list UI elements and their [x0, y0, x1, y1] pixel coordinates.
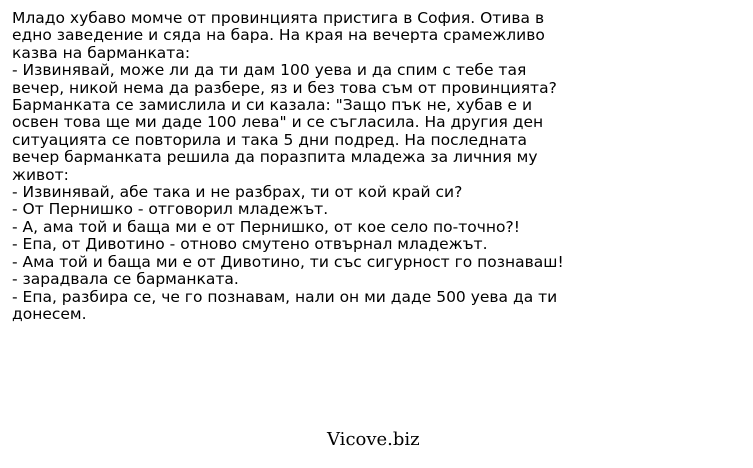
joke-line: донесем. — [12, 304, 87, 323]
joke-line: - Извинявай, абе така и не разбрах, ти от кой край си? — [12, 183, 463, 202]
joke-line: Барманката се замислила и си казала: "Защо пък не, хубав е и — [12, 96, 533, 115]
joke-line: Младо хубаво момче от провинцията пристига в София. Отива в — [12, 9, 545, 27]
joke-line: вечер, никой нема да разбере, яз и без това съм от провинцията? — [12, 78, 557, 97]
joke-line: - зарадвала се барманката. — [12, 270, 239, 289]
joke-line: - Извинявай, може ли да ти дам 100 уева и да спим с тебе тая — [12, 61, 527, 80]
joke-line: ситуацията се повторила и така 5 дни подред. На последната — [12, 130, 527, 149]
site-watermark: Vicove.biz — [327, 429, 420, 450]
joke-line: - А, ама той и баща ми е от Пернишко, от кое село по-точно?! — [12, 217, 520, 236]
joke-line: казва на барманката: — [12, 43, 191, 62]
joke-line: живот: — [12, 165, 69, 184]
joke-text — [12, 10, 742, 323]
joke-line: вечер барманката решила да поразпита младежа за личния му — [12, 148, 538, 167]
joke-line: - Ама той и баща ми е от Дивотино, ти със сигурност го познаваш! — [12, 252, 564, 271]
joke-line: освен това ще ми даде 100 лева" и се съгласила. На другия ден — [12, 113, 544, 132]
joke-line: едно заведение и сяда на бара. На края на вечерта срамежливо — [12, 26, 545, 45]
joke-line: - Епа, от Дивотино - отново смутено отвърнал младежът. — [12, 235, 488, 254]
joke-line: - Епа, разбира се, че го познавам, нали он ми даде 500 уева да ти — [12, 287, 558, 306]
joke-line: - От Пернишко - отговорил младежът. — [12, 200, 329, 219]
